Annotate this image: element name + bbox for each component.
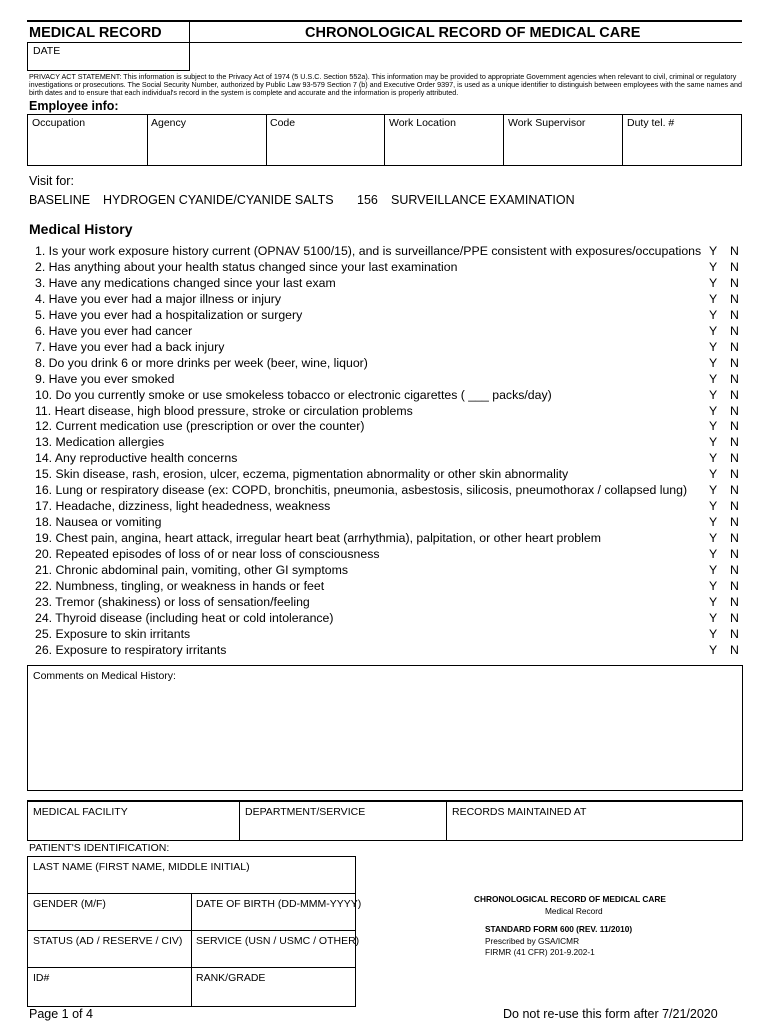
- form-firmr: FIRMR (41 CFR) 201-9.202-1: [485, 947, 595, 957]
- code-field[interactable]: [266, 114, 385, 166]
- yes-option[interactable]: Y: [709, 244, 718, 258]
- no-option[interactable]: N: [730, 578, 739, 593]
- yes-option[interactable]: Y: [709, 515, 718, 530]
- page-number: Page 1 of 4: [29, 1007, 93, 1021]
- no-option[interactable]: N: [730, 435, 739, 450]
- yes-option[interactable]: Y: [709, 563, 718, 577]
- no-option[interactable]: N: [730, 259, 739, 274]
- question-text: 5. Have you ever had a hospitalization or surgery: [35, 307, 303, 322]
- id-label: ID#: [33, 972, 50, 984]
- visit-label: Visit for:: [29, 174, 74, 188]
- question-text: 7. Have you ever had a back injury: [35, 339, 225, 354]
- header-right-title: CHRONOLOGICAL RECORD OF MEDICAL CARE: [305, 25, 641, 41]
- dob-label: DATE OF BIRTH (DD-MMM-YYYY): [196, 898, 362, 910]
- visit-agent: HYDROGEN CYANIDE/CYANIDE SALTS: [103, 193, 334, 207]
- top-rule: [27, 20, 742, 22]
- yes-option[interactable]: Y: [709, 642, 718, 657]
- agency-label: Agency: [151, 117, 187, 129]
- no-option[interactable]: N: [730, 515, 739, 530]
- reuse-notice: Do not re-use this form after 7/21/2020: [503, 1007, 718, 1021]
- no-option[interactable]: N: [730, 499, 739, 514]
- patient-id-table: [27, 856, 362, 1007]
- question-text: 22. Numbness, tingling, or weakness in hands or feet: [35, 578, 325, 593]
- code-label: Code: [270, 117, 296, 129]
- no-option[interactable]: N: [730, 642, 739, 657]
- date-field[interactable]: [27, 42, 190, 71]
- no-option[interactable]: N: [730, 339, 739, 354]
- comments-label: Comments on Medical History:: [33, 670, 176, 682]
- rank-field[interactable]: [191, 967, 356, 1007]
- medical-facility-label: MEDICAL FACILITY: [33, 806, 128, 818]
- status-field[interactable]: [27, 930, 192, 968]
- question-text: 16. Lung or respiratory disease (ex: COPD, bronchitis, pneumonia, asbestosis, silicosis, pneumothorax / collapsed lung): [35, 483, 688, 498]
- question-text: 25. Exposure to skin irritants: [35, 626, 191, 641]
- question-text: 12. Current medication use (prescription or over the counter): [35, 419, 365, 434]
- employee-info-title: Employee info:: [29, 99, 119, 113]
- no-option[interactable]: N: [730, 594, 739, 609]
- yes-option[interactable]: Y: [709, 531, 718, 546]
- no-option[interactable]: N: [730, 371, 739, 386]
- comments-box[interactable]: [27, 665, 743, 791]
- department-field[interactable]: [239, 801, 447, 841]
- work-location-field[interactable]: [384, 114, 504, 166]
- yes-option[interactable]: Y: [709, 626, 718, 641]
- question-text: 4. Have you ever had a major illness or injury: [35, 291, 282, 306]
- question-text: 18. Nausea or vomiting: [35, 515, 162, 530]
- no-option[interactable]: N: [730, 291, 739, 306]
- header-rule: [189, 42, 742, 43]
- question-text: 6. Have you ever had cancer: [35, 323, 193, 338]
- status-label: STATUS (AD / RESERVE / CIV): [33, 935, 183, 947]
- question-text: 17. Headache, dizziness, light headedness, weakness: [35, 499, 331, 514]
- no-option[interactable]: N: [730, 307, 739, 322]
- yes-option[interactable]: Y: [709, 594, 718, 609]
- no-option[interactable]: N: [730, 403, 739, 418]
- yes-option[interactable]: Y: [709, 307, 718, 322]
- no-option[interactable]: N: [730, 547, 739, 562]
- yes-option[interactable]: Y: [709, 547, 718, 562]
- yes-option[interactable]: Y: [709, 451, 718, 466]
- yes-option[interactable]: Y: [709, 291, 718, 306]
- gender-field[interactable]: [27, 893, 192, 931]
- records-label: RECORDS MAINTAINED AT: [452, 806, 587, 818]
- dob-field[interactable]: [191, 893, 362, 931]
- service-field[interactable]: [191, 930, 360, 968]
- last-name-field[interactable]: [27, 856, 356, 894]
- work-supervisor-label: Work Supervisor: [508, 117, 586, 129]
- question-text: 26. Exposure to respiratory irritants: [35, 642, 227, 657]
- yes-option[interactable]: Y: [709, 371, 718, 386]
- medical-history-title: Medical History: [29, 221, 133, 237]
- visit-code: 156: [357, 193, 378, 207]
- yes-option[interactable]: Y: [709, 355, 718, 370]
- work-location-label: Work Location: [389, 117, 456, 129]
- yes-option[interactable]: Y: [709, 499, 718, 514]
- header-left-title: MEDICAL RECORD: [29, 25, 162, 41]
- header-divider: [189, 22, 190, 43]
- form-standard: STANDARD FORM 600 (REV. 11/2010): [485, 924, 633, 934]
- yes-option[interactable]: Y: [709, 419, 718, 434]
- records-field[interactable]: [446, 801, 743, 841]
- gender-label: GENDER (M/F): [33, 898, 106, 910]
- visit-exam: SURVEILLANCE EXAMINATION: [391, 193, 575, 207]
- yes-option[interactable]: Y: [709, 403, 718, 418]
- question-text: 2. Has anything about your health status changed since your last examination: [35, 259, 458, 274]
- no-option[interactable]: N: [730, 610, 739, 625]
- date-label: DATE: [33, 45, 61, 57]
- yes-option[interactable]: Y: [709, 610, 718, 625]
- yes-option[interactable]: Y: [709, 323, 718, 338]
- no-option[interactable]: N: [730, 626, 739, 641]
- id-field[interactable]: [27, 967, 192, 1007]
- yes-option[interactable]: Y: [709, 578, 718, 593]
- question-text: 13. Medication allergies: [35, 435, 165, 450]
- question-text: 9. Have you ever smoked: [35, 371, 175, 386]
- no-option[interactable]: N: [730, 355, 739, 370]
- question-text: 1. Is your work exposure history current (OPNAV 5100/15), and is surveillance/PPE consistent with exposures/occupations: [35, 244, 702, 258]
- yes-option[interactable]: Y: [709, 467, 718, 482]
- no-option[interactable]: N: [730, 275, 739, 290]
- visit-type: BASELINE: [29, 193, 91, 207]
- question-text: 3. Have any medications changed since your last exam: [35, 275, 336, 290]
- yes-option[interactable]: Y: [709, 339, 718, 354]
- medical-facility-field[interactable]: [27, 801, 240, 841]
- last-name-label: LAST NAME (FIRST NAME, MIDDLE INITIAL): [33, 861, 250, 873]
- no-option[interactable]: N: [730, 483, 739, 498]
- no-option[interactable]: N: [730, 419, 739, 434]
- duty-tel-label: Duty tel. #: [627, 117, 675, 129]
- facility-table: [27, 801, 743, 841]
- no-option[interactable]: N: [730, 387, 739, 402]
- question-text: 15. Skin disease, rash, erosion, ulcer, eczema, pigmentation abnormality or other skin abnormality: [35, 467, 569, 482]
- question-text: 23. Tremor (shakiness) or loss of sensation/feeling: [35, 594, 310, 609]
- question-text: 8. Do you drink 6 or more drinks per week (beer, wine, liquor): [35, 355, 368, 370]
- form-info-title: CHRONOLOGICAL RECORD OF MEDICAL CARE: [474, 894, 666, 904]
- question-text: 21. Chronic abdominal pain, vomiting, other GI symptoms: [35, 563, 349, 577]
- yes-option[interactable]: Y: [709, 275, 718, 290]
- privacy-statement: PRIVACY ACT STATEMENT: This information is subject to the Privacy Act of 1974 (5 U.S.C. Section 552a). This information may be provided to appropriate Government agencies when relevant to civil, criminal or regulatory investigations or prosecutions. The Social Security Number, authorized by Public Law 93-579 Section 7 (b) and Executive Order 9397, is used as a unique identifier to distinguish between employees with the same names and birth dates and to ensure that each individual's record in the system is complete and accurate and the information is properly attributed.: [29, 72, 743, 98]
- rank-label: RANK/GRADE: [196, 972, 266, 984]
- question-text: 20. Repeated episodes of loss of or near loss of consciousness: [35, 547, 380, 562]
- work-supervisor-field[interactable]: [503, 114, 623, 166]
- occupation-label: Occupation: [32, 117, 86, 129]
- yes-option[interactable]: Y: [709, 483, 718, 498]
- department-label: DEPARTMENT/SERVICE: [245, 806, 366, 818]
- no-option[interactable]: N: [730, 323, 739, 338]
- duty-tel-field[interactable]: [622, 114, 742, 166]
- patient-id-title: PATIENT'S IDENTIFICATION:: [29, 842, 170, 854]
- question-text: 11. Heart disease, high blood pressure, stroke or circulation problems: [35, 403, 413, 418]
- question-text: 14. Any reproductive health concerns: [35, 451, 238, 466]
- no-option[interactable]: N: [730, 531, 739, 546]
- occupation-field[interactable]: [27, 114, 148, 166]
- no-option[interactable]: N: [730, 451, 739, 466]
- yes-option[interactable]: Y: [709, 259, 718, 274]
- form-info-subtitle: Medical Record: [545, 906, 603, 916]
- no-option[interactable]: N: [730, 244, 739, 258]
- question-text: 10. Do you currently smoke or use smokeless tobacco or electronic cigarettes ( ___ packs/day): [35, 387, 552, 402]
- service-label: SERVICE (USN / USMC / OTHER): [196, 935, 360, 947]
- yes-option[interactable]: Y: [709, 387, 718, 402]
- yes-option[interactable]: Y: [709, 435, 718, 450]
- no-option[interactable]: N: [730, 563, 739, 577]
- employee-info-table: [27, 114, 742, 166]
- no-option[interactable]: N: [730, 467, 739, 482]
- question-text: 19. Chest pain, angina, heart attack, irregular heart beat (arrhythmia), palpitation, or other heart problem: [35, 531, 601, 546]
- form-prescribed: Prescribed by GSA/ICMR: [485, 936, 580, 946]
- agency-field[interactable]: [147, 114, 267, 166]
- question-text: 24. Thyroid disease (including heat or cold intolerance): [35, 610, 334, 625]
